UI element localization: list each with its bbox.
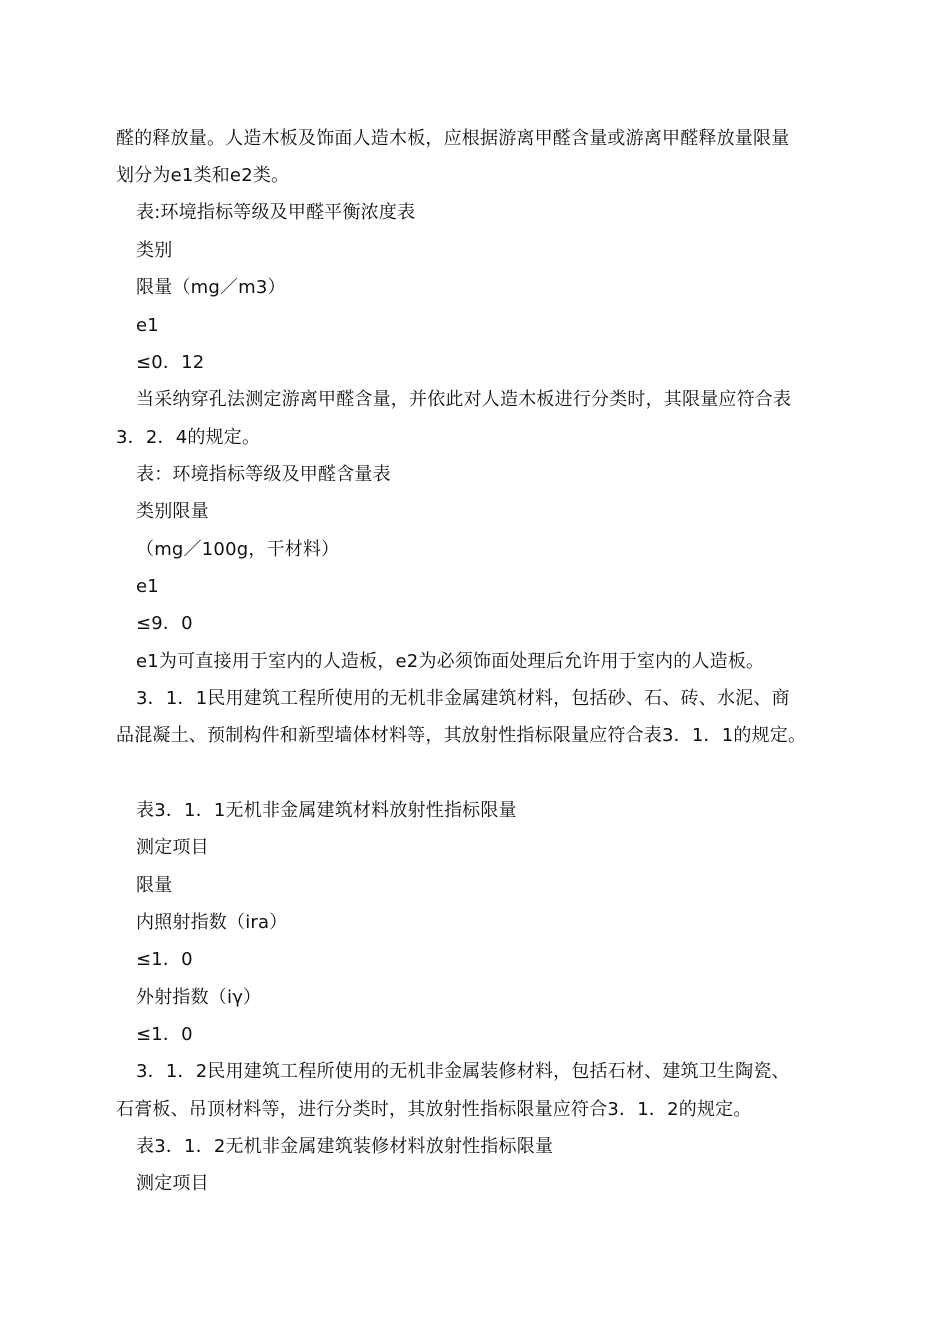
paragraph-line: 品混凝土、预制构件和新型墙体材料等，其放射性指标限量应符合表3．1．1的规定。 bbox=[116, 725, 807, 746]
table-caption: 表3．1．1无机非金属建筑材料放射性指标限量 bbox=[136, 800, 517, 821]
paragraph-line: 3．1．1民用建筑工程所使用的无机非金属建筑材料，包括砂、石、砖、水泥、商 bbox=[136, 688, 790, 709]
paragraph-line: 3．1．2民用建筑工程所使用的无机非金属装修材料，包括石材、建筑卫生陶瓷、 bbox=[136, 1061, 790, 1082]
table-cell-limit: ≤1．0 bbox=[136, 949, 193, 970]
paragraph-line: e1为可直接用于室内的人造板，e2为必须饰面处理后允许用于室内的人造板。 bbox=[136, 651, 765, 672]
table-caption: 表:环境指标等级及甲醛平衡浓度表 bbox=[136, 202, 416, 223]
table-caption: 表：环境指标等级及甲醛含量表 bbox=[136, 464, 391, 485]
table-header-limit: 限量（mg／m3） bbox=[136, 277, 286, 298]
table-cell-limit: ≤0．12 bbox=[136, 352, 205, 373]
table-header-limit: 限量 bbox=[136, 875, 173, 896]
table-cell-item: 外射指数（iγ） bbox=[136, 987, 262, 1008]
paragraph-line: 醛的释放量。人造木板及饰面人造木板，应根据游离甲醛含量或游离甲醛释放量限量 bbox=[116, 128, 790, 149]
table-cell-limit: ≤1．0 bbox=[136, 1024, 193, 1045]
paragraph-line: 石膏板、吊顶材料等，进行分类时，其放射性指标限量应符合3．1．2的规定。 bbox=[116, 1099, 752, 1120]
paragraph-line: 3．2．4的规定。 bbox=[116, 427, 261, 448]
table-cell-limit: ≤9．0 bbox=[136, 613, 193, 634]
table-cell-class: e1 bbox=[136, 576, 159, 597]
table-header-unit: （mg／100g，干材料） bbox=[136, 539, 340, 560]
table-cell-class: e1 bbox=[136, 315, 159, 336]
table-header-item: 测定项目 bbox=[136, 1173, 209, 1194]
table-caption: 表3．1．2无机非金属建筑装修材料放射性指标限量 bbox=[136, 1136, 554, 1157]
table-header-item: 测定项目 bbox=[136, 837, 209, 858]
table-header-category: 类别 bbox=[136, 240, 173, 261]
table-cell-item: 内照射指数（ira） bbox=[136, 912, 288, 933]
paragraph-line: 当采纳穿孔法测定游离甲醛含量，并依此对人造木板进行分类时，其限量应符合表 bbox=[136, 389, 792, 410]
paragraph-line: 划分为e1类和e2类。 bbox=[116, 165, 290, 186]
table-header: 类别限量 bbox=[136, 501, 209, 522]
